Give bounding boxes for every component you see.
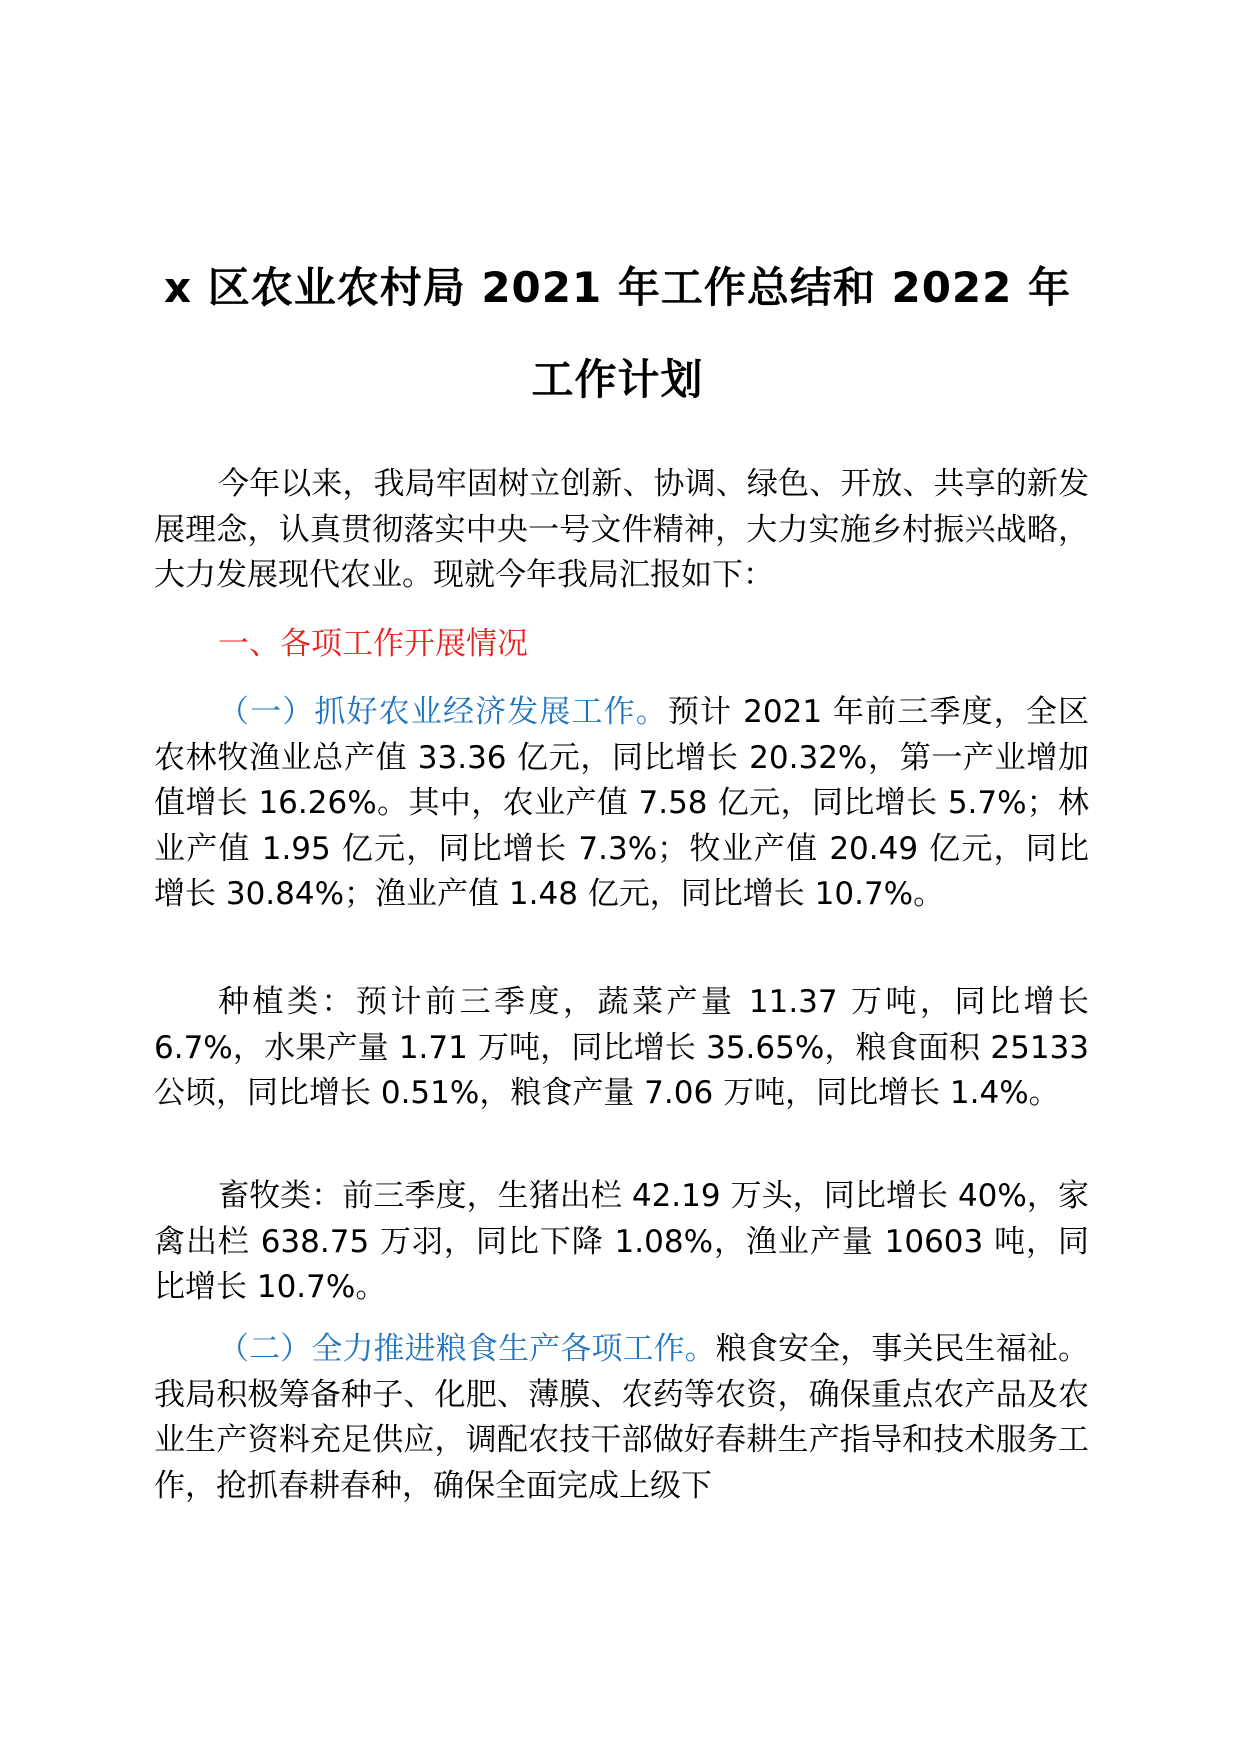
- item-2-paragraph: [154, 1327, 1089, 1509]
- item-2-body: 粮食安全，事关民生福祉。我局积极筹备种子、化肥、薄膜、农药等农资，确保重点农产品及农业生产资料充足供应，调配农技干部做好春耕生产指导和技术服务工作，抢抓春耕春种，确保全面完成上级下: [154, 1331, 1090, 1504]
- item-1-paragraph: [154, 690, 1089, 918]
- planting-paragraph: [154, 980, 1089, 1117]
- intro-paragraph: [154, 462, 1089, 599]
- livestock-paragraph: [154, 1174, 1089, 1311]
- section-heading-1-text: 一、各项工作开展情况: [218, 626, 528, 662]
- item-1-heading: （一）抓好农业经济发展工作。: [218, 694, 668, 730]
- planting-text: 种植类：预计前三季度，蔬菜产量 11.37 万吨，同比增长 6.7%，水果产量 1.71 万吨，同比增长 35.65%，粮食面积 25133 公顷，同比增长 0.51%，粮食产量 7.06 万吨，同比增长 1.4%。: [154, 984, 1089, 1111]
- section-heading-1: [154, 622, 1089, 668]
- item-2-heading: （二）全力推进粮食生产各项工作。: [218, 1331, 716, 1367]
- intro-text: 今年以来，我局牢固树立创新、协调、绿色、开放、共享的新发展理念，认真贯彻落实中央一号文件精神，大力实施乡村振兴战略，大力发展现代农业。现就今年我局汇报如下：: [154, 466, 1089, 593]
- livestock-text: 畜牧类：前三季度，生猪出栏 42.19 万头，同比增长 40%，家禽出栏 638.75 万羽，同比下降 1.08%，渔业产量 10603 吨，同比增长 10.7%。: [154, 1178, 1089, 1305]
- item-1-body: 预计 2021 年前三季度，全区农林牧渔业总产值 33.36 亿元，同比增长 20.32%，第一产业增加值增长 16.26%。其中，农业产值 7.58 亿元，同比增长 5.7%；林业产值 1.95 亿元，同比增长 7.3%；牧业产值 20.49 亿元，同比增长 30.84%；渔业产值 1.48 亿元，同比增长 10.7%。: [154, 694, 1089, 912]
- document-title-line-1: x 区农业农村局 2021 年工作总结和 2022 年: [164, 263, 1071, 312]
- document-title-line-2: 工作计划: [531, 355, 704, 404]
